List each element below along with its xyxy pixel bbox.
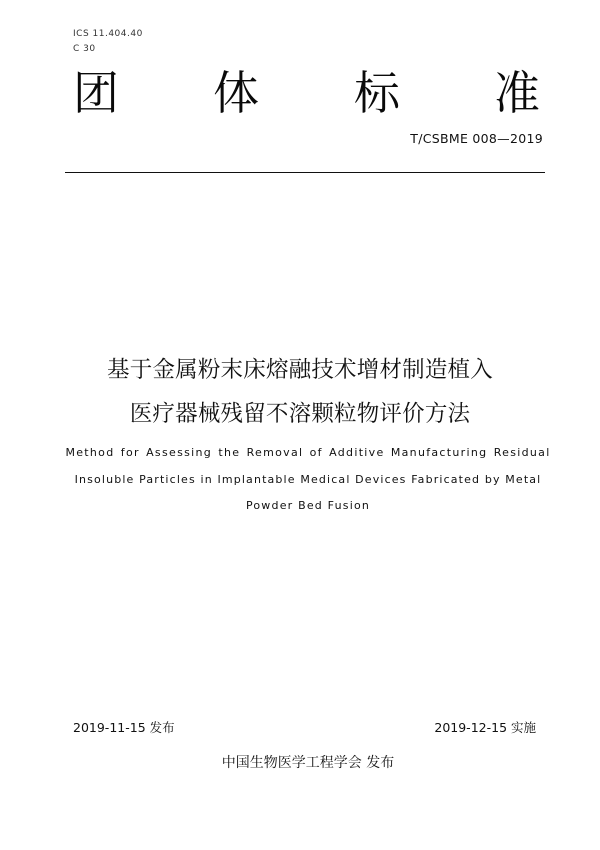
title-char-3: 标 [354,66,400,120]
english-title-line-1: Method for Assessing the Removal of Additive Manufacturing Residual [65,446,551,459]
title-char-1: 团 [73,66,119,120]
publish-date: 2019-11-15 发布 [73,720,175,735]
ics-code: ICS 11.404.40 [73,29,143,39]
header-divider [65,172,545,173]
ccs-code: C 30 [73,44,96,54]
english-title-line-3: Powder Bed Fusion [245,499,371,512]
issuer: 中国生物医学工程学会 发布 [221,755,395,771]
title-char-2: 体 [213,66,259,120]
chinese-title-line-1: 基于金属粉末床熔融技术增材制造植入 [107,357,493,383]
standard-number: T/CSBME 008—2019 [410,131,543,146]
english-title-line-2: Insoluble Particles in Implantable Medical Devices Fabricated by Metal [74,473,542,486]
title-char-4: 准 [494,66,540,120]
implement-date: 2019-12-15 实施 [434,720,536,735]
chinese-title-line-2: 医疗器械残留不溶颗粒物评价方法 [129,401,471,427]
